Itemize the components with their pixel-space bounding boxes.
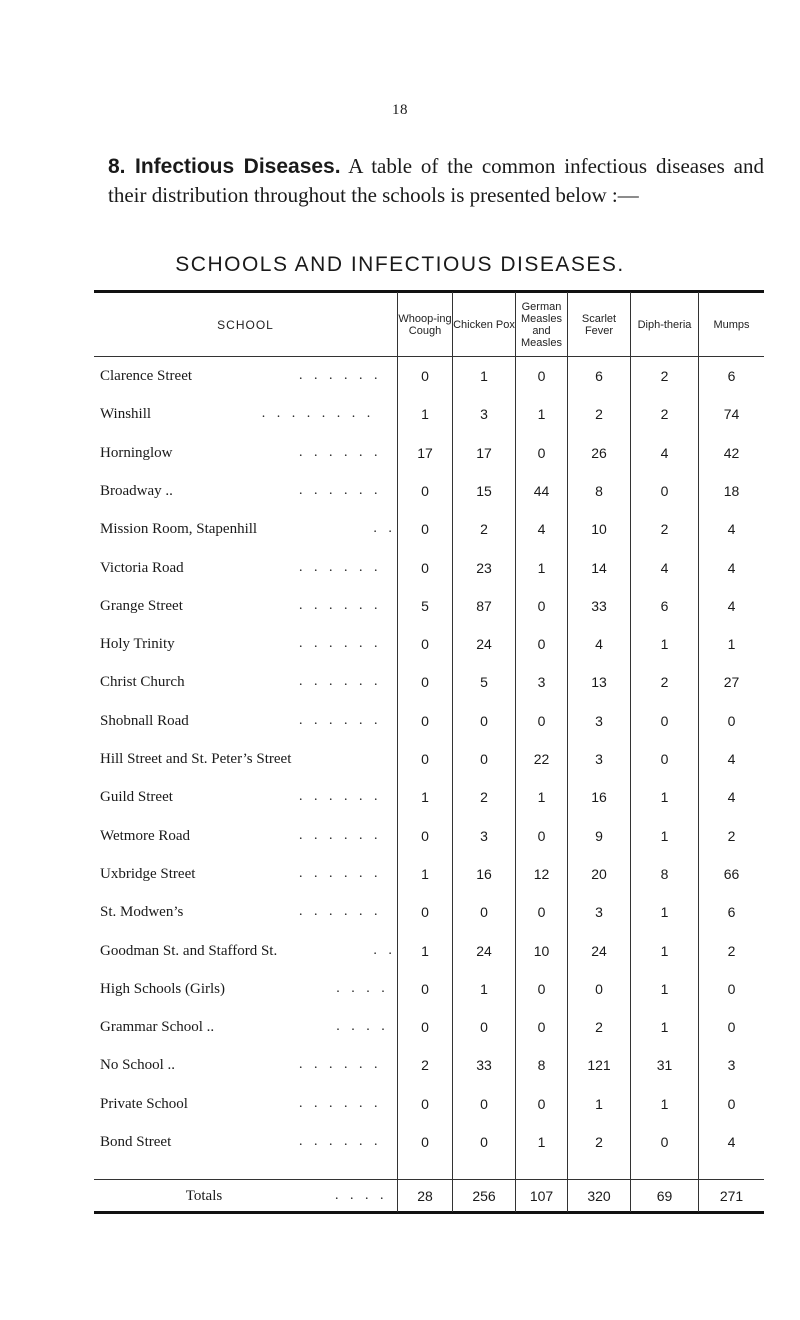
cell-mumps: 6 — [727, 368, 736, 384]
cell-chicken-pox: 15 — [476, 482, 492, 499]
table-row — [94, 971, 764, 1007]
cell-whooping-cough: 1 — [421, 789, 429, 806]
cell-whooping-cough: 0 — [421, 1095, 429, 1112]
table-row — [94, 358, 764, 394]
cell-whooping-cough: 1 — [421, 942, 429, 959]
table-row — [94, 741, 764, 777]
cell-scarlet-fever: 8 — [595, 482, 603, 499]
cell-mumps: 0 — [727, 712, 736, 729]
leader-dots: . . . . — [336, 1019, 389, 1035]
leader-dots: . . . . . . — [299, 444, 382, 460]
cell-mumps: 4 — [727, 1134, 736, 1150]
cell-whooping-cough: 0 — [421, 636, 429, 653]
cell-chicken-pox: 0 — [480, 1095, 488, 1112]
school-name: Winshill — [100, 406, 152, 423]
cell-chicken-pox: 0 — [480, 904, 488, 921]
cell-diphtheria: 1 — [660, 904, 669, 921]
table-row — [94, 1086, 764, 1122]
cell-whooping-cough: 0 — [421, 521, 429, 538]
cell-german-measles: 0 — [537, 712, 546, 729]
cell-whooping-cough: 0 — [421, 980, 429, 997]
cell-mumps: 2 — [727, 942, 736, 959]
cell-diphtheria: 2 — [660, 406, 669, 423]
cell-german-measles: 12 — [533, 865, 550, 882]
leader-dots: . . — [373, 942, 396, 958]
header-whooping-cough: Whoop-ing Cough — [398, 312, 452, 337]
cell-mumps: 1 — [727, 636, 736, 653]
cell-scarlet-fever: 3 — [595, 712, 603, 729]
cell-german-measles: 1 — [537, 1134, 546, 1150]
cell-diphtheria: 1 — [660, 789, 669, 806]
cell-german-measles: 0 — [537, 368, 546, 384]
cell-scarlet-fever: 2 — [595, 406, 603, 423]
cell-scarlet-fever: 2 — [595, 1134, 603, 1150]
header-german-measles: German Measles and Measles — [521, 300, 562, 349]
school-name: High Schools (Girls) — [100, 980, 225, 997]
cell-diphtheria: 1 — [660, 1095, 669, 1112]
table-row — [94, 511, 764, 547]
school-name: St. Modwen’s — [100, 904, 184, 921]
cell-whooping-cough: 5 — [421, 597, 429, 614]
leader-dots: . . . . . . — [299, 368, 382, 383]
leader-dots: . . . . . . — [299, 827, 382, 843]
totals-german-measles: 107 — [529, 1188, 554, 1204]
school-name: Private School — [100, 1095, 188, 1112]
cell-chicken-pox: 5 — [480, 674, 488, 691]
table-row — [94, 779, 764, 815]
cell-mumps: 4 — [727, 521, 736, 538]
cell-german-measles: 0 — [537, 636, 546, 653]
cell-whooping-cough: 0 — [421, 674, 429, 691]
section-heading: 8. Infectious Diseases. — [108, 155, 341, 178]
cell-diphtheria: 1 — [660, 980, 669, 997]
cell-diphtheria: 0 — [660, 751, 669, 767]
school-name: Broadway .. — [100, 482, 173, 499]
cell-mumps: 4 — [727, 597, 736, 614]
cell-german-measles: 1 — [537, 406, 546, 423]
header-mumps: Mumps — [713, 318, 750, 331]
cell-chicken-pox: 1 — [480, 980, 488, 997]
cell-diphtheria: 2 — [660, 368, 669, 384]
cell-diphtheria: 1 — [660, 942, 669, 959]
cell-scarlet-fever: 0 — [595, 980, 603, 997]
cell-chicken-pox: 3 — [480, 406, 488, 423]
cell-scarlet-fever: 4 — [595, 636, 603, 653]
cell-mumps: 0 — [727, 1019, 736, 1036]
leader-dots: . . . . . . — [299, 1095, 382, 1111]
school-name: Guild Street — [100, 789, 173, 806]
totals-chicken-pox: 256 — [472, 1188, 496, 1204]
cell-scarlet-fever: 20 — [591, 865, 607, 882]
cell-scarlet-fever: 33 — [591, 597, 607, 614]
cell-german-measles: 0 — [537, 597, 546, 614]
cell-scarlet-fever: 1 — [595, 1095, 603, 1112]
cell-german-measles: 0 — [537, 904, 546, 921]
table-row — [94, 856, 764, 892]
leader-dots: . . . . . . — [299, 865, 382, 881]
cell-scarlet-fever: 24 — [591, 942, 607, 959]
totals-dots: . . . . — [335, 1188, 388, 1203]
cell-diphtheria: 4 — [660, 559, 669, 576]
totals-top-rule — [94, 1179, 764, 1180]
totals-scarlet-fever: 320 — [587, 1188, 611, 1204]
cell-mumps: 4 — [727, 559, 736, 576]
school-name: Christ Church — [100, 674, 185, 691]
cell-mumps: 18 — [723, 482, 740, 499]
leader-dots: . . . . . . — [299, 1134, 382, 1149]
cell-mumps: 0 — [727, 1095, 736, 1112]
cell-diphtheria: 2 — [660, 674, 669, 691]
header-bottom-rule — [94, 356, 764, 357]
cell-german-measles: 1 — [537, 789, 546, 806]
cell-mumps: 0 — [727, 980, 736, 997]
cell-whooping-cough: 1 — [421, 865, 429, 882]
cell-german-measles: 0 — [537, 980, 546, 997]
school-name: Bond Street — [100, 1134, 172, 1150]
school-name: Holy Trinity — [100, 636, 175, 653]
cell-whooping-cough: 0 — [421, 559, 429, 576]
table-row — [94, 703, 764, 739]
cell-mumps: 4 — [727, 751, 736, 767]
totals-label: Totals — [185, 1188, 223, 1204]
school-name: Hill Street and St. Peter’s Street — [100, 751, 292, 767]
table-row — [94, 894, 764, 930]
table-row — [94, 588, 764, 624]
cell-scarlet-fever: 3 — [595, 751, 603, 767]
leader-dots: . . — [373, 521, 396, 537]
cell-german-measles: 0 — [537, 1019, 546, 1036]
cell-diphtheria: 4 — [660, 444, 669, 461]
school-name: No School .. — [100, 1057, 175, 1074]
table-title: SCHOOLS AND INFECTIOUS DISEASES. — [175, 253, 625, 276]
cell-chicken-pox: 0 — [480, 751, 488, 767]
cell-mumps: 3 — [727, 1057, 736, 1074]
school-name: Mission Room, Stapenhill — [100, 521, 258, 538]
leader-dots: . . . . — [336, 980, 389, 996]
table-row — [94, 626, 764, 662]
leader-dots: . . . . . . — [299, 482, 382, 498]
table-row — [94, 818, 764, 854]
totals-whooping-cough: 28 — [417, 1188, 433, 1204]
cell-whooping-cough: 0 — [421, 712, 429, 729]
leader-dots: . . . . . . — [299, 636, 382, 652]
cell-diphtheria: 1 — [660, 827, 669, 844]
cell-whooping-cough: 2 — [421, 1057, 429, 1074]
cell-diphtheria: 31 — [656, 1057, 673, 1074]
table-row — [94, 550, 764, 586]
header-diphtheria: Diph-theria — [637, 318, 692, 331]
cell-chicken-pox: 24 — [476, 942, 492, 959]
leader-dots: . . . . . . — [299, 712, 382, 728]
cell-diphtheria: 1 — [660, 1019, 669, 1036]
leader-dots: . . . . . . — [299, 597, 382, 613]
cell-chicken-pox: 23 — [476, 559, 492, 576]
school-name: Clarence Street — [100, 368, 193, 384]
leader-dots: . . . . . . — [299, 904, 382, 920]
cell-chicken-pox: 0 — [480, 712, 488, 729]
table-row — [94, 1047, 764, 1083]
cell-whooping-cough: 0 — [421, 904, 429, 921]
cell-scarlet-fever: 3 — [595, 904, 603, 921]
cell-german-measles: 22 — [533, 751, 550, 767]
table-row — [94, 473, 764, 509]
header-scarlet-fever: Scarlet Fever — [581, 312, 617, 337]
cell-chicken-pox: 0 — [480, 1019, 488, 1036]
cell-german-measles: 1 — [537, 559, 546, 576]
table-row — [94, 933, 764, 969]
cell-german-measles: 44 — [533, 482, 550, 499]
cell-diphtheria: 0 — [660, 482, 669, 499]
cell-whooping-cough: 0 — [421, 482, 429, 499]
leader-dots: . . . . . . — [299, 674, 382, 690]
table-row — [94, 396, 764, 432]
cell-mumps: 42 — [723, 444, 740, 461]
cell-mumps: 27 — [723, 674, 740, 691]
leader-dots: . . . . . . . . — [261, 406, 375, 422]
school-name: Grammar School .. — [100, 1019, 215, 1036]
cell-german-measles: 4 — [537, 521, 546, 538]
cell-mumps: 74 — [723, 406, 740, 423]
table-bottom-rule — [94, 1211, 764, 1214]
intro-text: A table of the common infectious diseases and their distribution throughout the schools is presented below :— — [108, 154, 764, 207]
cell-german-measles: 3 — [537, 674, 546, 691]
school-name: Grange Street — [100, 597, 183, 614]
cell-german-measles: 0 — [537, 827, 546, 844]
table-row — [94, 664, 764, 700]
leader-dots: . . . . . . — [299, 559, 382, 575]
cell-german-measles: 10 — [533, 942, 550, 959]
cell-mumps: 6 — [727, 904, 736, 921]
cell-german-measles: 8 — [537, 1057, 546, 1074]
table-row — [94, 1009, 764, 1045]
cell-scarlet-fever: 14 — [591, 559, 607, 576]
school-name: Uxbridge Street — [100, 865, 196, 882]
cell-scarlet-fever: 13 — [591, 674, 607, 691]
school-name: Wetmore Road — [100, 827, 191, 844]
cell-chicken-pox: 0 — [480, 1134, 488, 1150]
cell-diphtheria: 1 — [660, 636, 669, 653]
table-row — [94, 1124, 764, 1160]
cell-diphtheria: 6 — [660, 597, 669, 614]
school-name: Goodman St. and Stafford St. — [100, 942, 278, 959]
cell-whooping-cough: 0 — [421, 1019, 429, 1036]
cell-mumps: 4 — [727, 789, 736, 806]
cell-chicken-pox: 2 — [480, 789, 488, 806]
leader-dots: . . . . . . — [299, 1057, 382, 1073]
header-chicken-pox: Chicken Pox — [453, 318, 515, 331]
cell-mumps: 66 — [723, 865, 740, 882]
cell-whooping-cough: 0 — [421, 368, 429, 384]
cell-chicken-pox: 24 — [476, 636, 492, 653]
cell-scarlet-fever: 6 — [595, 368, 603, 384]
cell-chicken-pox: 17 — [476, 444, 492, 461]
table-row — [94, 435, 764, 471]
cell-german-measles: 0 — [537, 444, 546, 461]
cell-diphtheria: 0 — [660, 1134, 669, 1150]
header-school: SCHOOL — [217, 317, 274, 332]
cell-chicken-pox: 3 — [480, 827, 488, 844]
cell-chicken-pox: 2 — [480, 521, 488, 538]
cell-chicken-pox: 1 — [480, 368, 488, 384]
cell-scarlet-fever: 9 — [595, 827, 603, 844]
cell-chicken-pox: 87 — [476, 597, 492, 614]
intro-paragraph — [108, 152, 764, 209]
cell-german-measles: 0 — [537, 1095, 546, 1112]
leader-dots: . . . . . . — [299, 789, 382, 805]
cell-diphtheria: 2 — [660, 521, 669, 538]
school-name: Victoria Road — [100, 559, 184, 576]
cell-diphtheria: 0 — [660, 712, 669, 729]
cell-whooping-cough: 17 — [417, 444, 433, 461]
cell-scarlet-fever: 2 — [595, 1019, 603, 1036]
page-number: 18 — [392, 102, 408, 118]
cell-mumps: 2 — [727, 827, 736, 844]
cell-diphtheria: 8 — [660, 865, 669, 882]
cell-scarlet-fever: 16 — [591, 789, 607, 806]
cell-scarlet-fever: 121 — [587, 1057, 611, 1074]
cell-scarlet-fever: 10 — [591, 521, 607, 538]
cell-whooping-cough: 1 — [421, 406, 429, 423]
cell-chicken-pox: 33 — [476, 1057, 492, 1074]
cell-chicken-pox: 16 — [476, 865, 492, 882]
cell-scarlet-fever: 26 — [591, 444, 607, 461]
cell-whooping-cough: 0 — [421, 827, 429, 844]
cell-whooping-cough: 0 — [421, 751, 429, 767]
school-name: Horninglow — [100, 444, 173, 461]
school-name: Shobnall Road — [100, 712, 189, 729]
totals-mumps: 271 — [719, 1188, 744, 1204]
cell-whooping-cough: 0 — [421, 1134, 429, 1150]
totals-diphtheria: 69 — [656, 1188, 673, 1204]
